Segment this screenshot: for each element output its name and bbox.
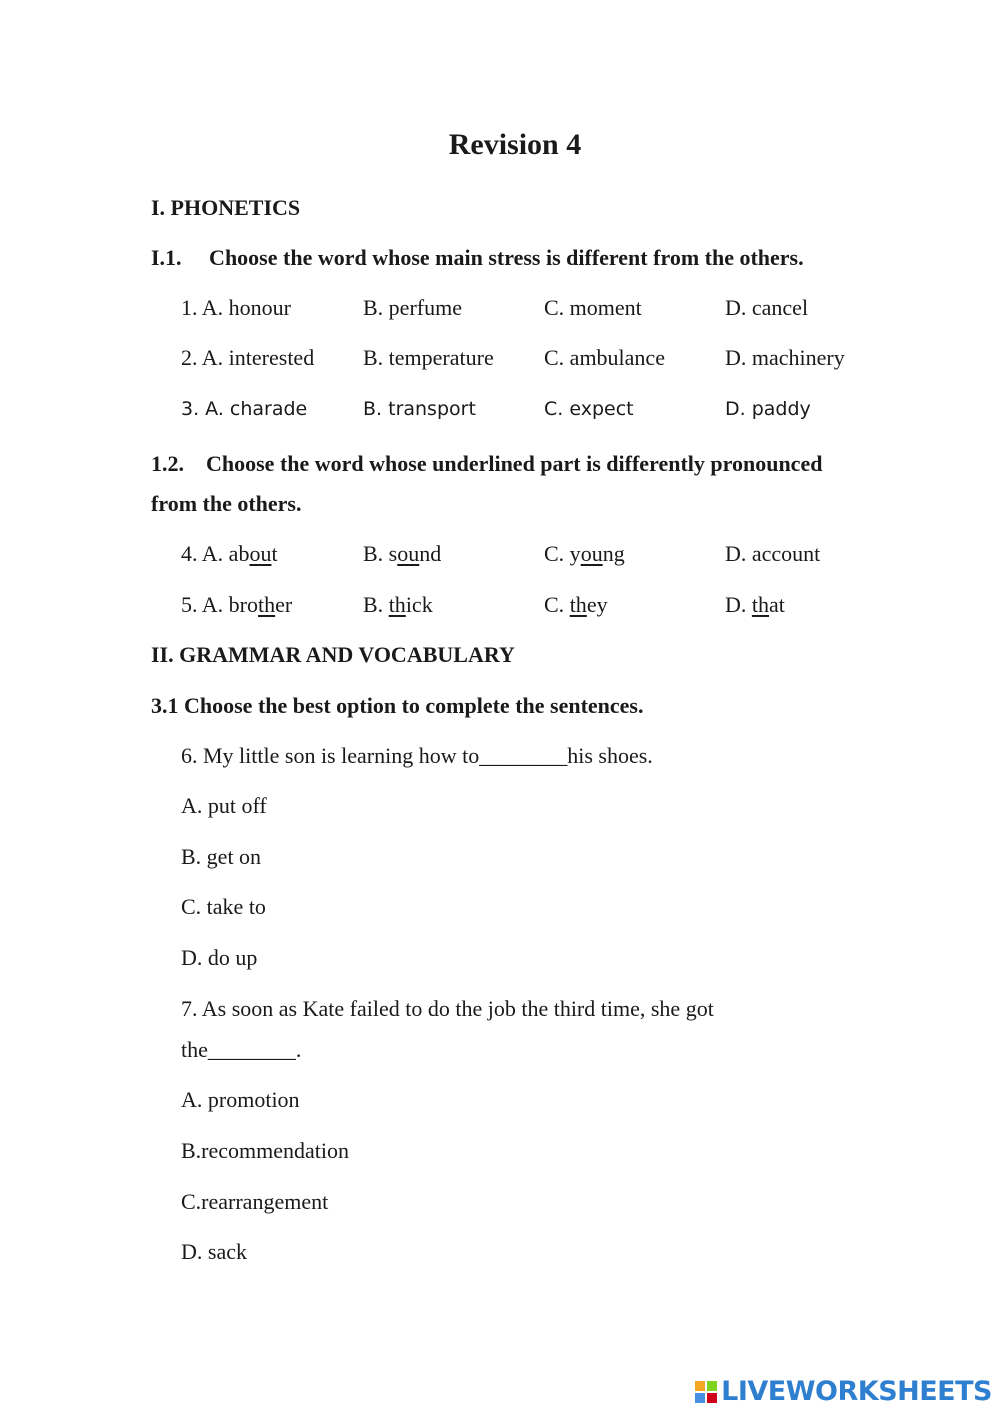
instruction-pronunciation: 1.2. Choose the word whose underlined part is differently pronounced — [151, 451, 823, 476]
q5-option-b — [363, 592, 433, 618]
q6-question: 6. My little son is learning how to________his shoes. — [181, 743, 653, 768]
q5-c-underlined: th — [569, 592, 587, 617]
q5-a-post: er — [275, 592, 293, 617]
q6-option-b[interactable]: B. get on — [181, 844, 262, 869]
q3-option-a: 3. A. charade — [181, 398, 308, 420]
q1-option-b: B. perfume — [363, 295, 462, 320]
q5-c-pre: C. — [544, 592, 570, 617]
q2-option-d: D. machinery — [725, 345, 845, 370]
instruction-best-option: 3.1 Choose the best option to complete the sentences. — [151, 693, 644, 718]
liveworksheets-logo — [695, 1376, 992, 1407]
q4-a-underlined: ou — [249, 541, 272, 566]
q4-b-post: nd — [419, 541, 442, 566]
q3-option-d: D. paddy — [725, 398, 811, 420]
q6-option-a[interactable]: A. put off — [181, 793, 267, 818]
instruction-stress: I.1. Choose the word whose main stress is different from the others. — [151, 245, 804, 270]
q7-question: 7. As soon as Kate failed to do the job the third time, she got — [181, 996, 714, 1021]
q5-d-pre: D. — [725, 592, 752, 617]
q4-d-pre: D. account — [725, 541, 821, 566]
q4-option-c — [544, 541, 625, 567]
q5-a-pre: 5. A. bro — [181, 592, 258, 617]
q2-option-c: C. ambulance — [544, 345, 665, 370]
q7-option-c[interactable]: C.rearrangement — [181, 1189, 329, 1214]
q5-option-d — [725, 592, 785, 618]
q3-option-b: B. transport — [363, 398, 476, 420]
q1-option-a: 1. A. honour — [181, 295, 291, 320]
q7-question-cont: the________. — [181, 1037, 302, 1062]
q4-c-post: ng — [602, 541, 625, 566]
section-heading-phonetics: I. PHONETICS — [151, 195, 301, 220]
q5-c-post: ey — [586, 592, 608, 617]
q3-option-c: C. expect — [544, 398, 634, 420]
q6-option-c[interactable]: C. take to — [181, 894, 266, 919]
q5-d-post: at — [769, 592, 785, 617]
q5-a-underlined: th — [258, 592, 276, 617]
q7-option-d[interactable]: D. sack — [181, 1239, 247, 1264]
q5-b-post: ick — [405, 592, 433, 617]
q2-option-a: 2. A. interested — [181, 345, 315, 370]
q4-b-pre: B. s — [363, 541, 398, 566]
q1-option-d: D. cancel — [725, 295, 809, 320]
q1-option-c: C. moment — [544, 295, 642, 320]
q6-option-d[interactable]: D. do up — [181, 945, 258, 970]
q4-option-b — [363, 541, 441, 567]
q4-a-post: t — [271, 541, 278, 566]
q4-c-pre: C. y — [544, 541, 581, 566]
page-title: Revision 4 — [448, 128, 582, 161]
section-heading-grammar: II. GRAMMAR AND VOCABULARY — [151, 642, 515, 667]
q5-option-c — [544, 592, 608, 618]
liveworksheets-logo-icon — [695, 1381, 717, 1403]
q4-c-underlined: ou — [580, 541, 603, 566]
liveworksheets-logo-text: LIVEWORKSHEETS — [721, 1376, 992, 1407]
q2-option-b: B. temperature — [363, 345, 494, 370]
q5-b-underlined: th — [388, 592, 406, 617]
q4-option-d — [725, 541, 820, 567]
q4-a-pre: 4. A. ab — [181, 541, 250, 566]
q5-d-underlined: th — [751, 592, 770, 617]
q4-option-a — [181, 541, 278, 567]
q5-b-pre: B. — [363, 592, 389, 617]
q4-b-underlined: ou — [397, 541, 420, 566]
instruction-pronunciation-cont: from the others. — [151, 491, 302, 516]
q5-option-a — [181, 592, 292, 618]
q7-option-a[interactable]: A. promotion — [181, 1087, 300, 1112]
q7-option-b[interactable]: B.recommendation — [181, 1138, 350, 1163]
